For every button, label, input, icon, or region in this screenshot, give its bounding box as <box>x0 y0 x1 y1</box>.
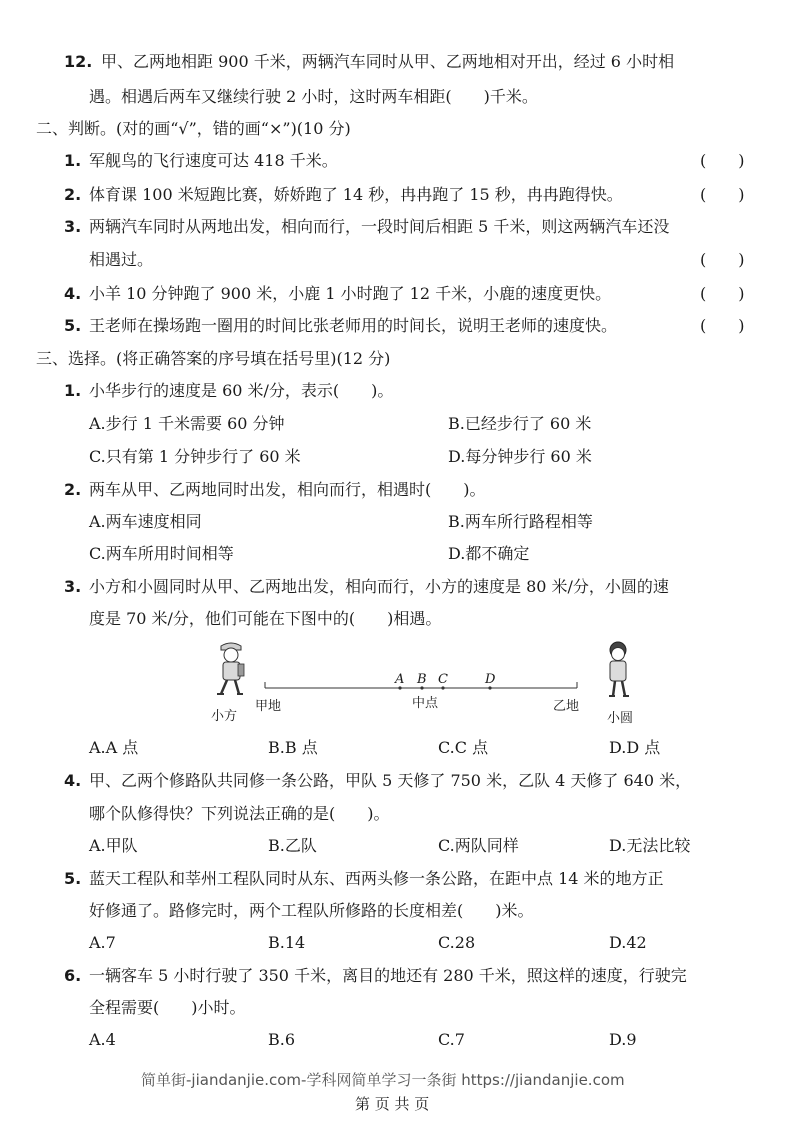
option-b[interactable]: B.6 <box>268 1030 296 1049</box>
question-text: 甲、乙两个修路队共同修一条公路，甲队 5 天修了 750 米，乙队 4 天修了 640 米， <box>89 771 692 790</box>
question-text: 两辆汽车同时从两地出发，相向而行，一段时间后相距 5 千米，则这两辆汽车还没 <box>89 217 670 236</box>
option-a[interactable]: A.步行 1 千米需要 60 分钟 <box>89 414 285 433</box>
answer-bracket[interactable]: ( ) <box>700 250 745 269</box>
option-d[interactable]: D.9 <box>609 1030 637 1049</box>
option-a[interactable]: A.4 <box>89 1030 116 1049</box>
question-text-cont: 遇。相遇后两车又继续行驶 2 小时，这时两车相距( )千米。 <box>89 87 538 106</box>
question-text: 军舰鸟的飞行速度可达 418 千米。 <box>89 151 338 170</box>
option-a[interactable]: A.甲队 <box>89 836 138 855</box>
option-c[interactable]: C.28 <box>438 933 476 952</box>
question-text: 蓝天工程队和莘州工程队同时从东、西两头修一条公路，在距中点 14 米的地方正 <box>89 869 664 888</box>
option-b[interactable]: B.已经步行了 60 米 <box>448 414 592 433</box>
question-number: 3. <box>64 577 82 596</box>
option-d[interactable]: D.每分钟步行 60 米 <box>448 447 592 466</box>
question-number: 12. <box>64 52 93 71</box>
meeting-point-diagram <box>205 640 645 730</box>
point-a-label: A <box>395 672 405 687</box>
option-b[interactable]: B.两车所行路程相等 <box>448 512 593 531</box>
option-b[interactable]: B.B 点 <box>268 738 318 757</box>
section-title: 二、判断。(对的画“√”，错的画“×”)(10 分) <box>36 119 351 138</box>
question-text-cont: 哪个队修得快？下列说法正确的是( )。 <box>89 804 390 823</box>
question-number: 1. <box>64 381 82 400</box>
question-number: 6. <box>64 966 82 985</box>
left-place-label: 甲地 <box>255 699 282 714</box>
answer-bracket[interactable]: ( ) <box>700 151 745 170</box>
option-a[interactable]: A.7 <box>89 933 116 952</box>
page-number: 第 页 共 页 <box>355 1095 430 1113</box>
option-d[interactable]: D.无法比较 <box>609 836 691 855</box>
question-text: 甲、乙两地相距 900 千米，两辆汽车同时从甲、乙两地相对开出，经过 6 小时相 <box>101 52 675 71</box>
left-person-figure <box>217 643 244 694</box>
question-text-cont: 好修通了。路修完时，两个工程队所修路的长度相差( )米。 <box>89 901 534 920</box>
right-person-figure <box>609 642 629 696</box>
option-c[interactable]: C.两队同样 <box>438 836 519 855</box>
option-c[interactable]: C.只有第 1 分钟步行了 60 米 <box>89 447 301 466</box>
question-number: 4. <box>64 284 82 303</box>
question-number: 3. <box>64 217 82 236</box>
question-number: 2. <box>64 480 82 499</box>
option-d[interactable]: D.42 <box>609 933 647 952</box>
right-place-label: 乙地 <box>553 699 580 714</box>
question-number: 1. <box>64 151 82 170</box>
question-text-cont: 相遇过。 <box>89 250 154 269</box>
option-c[interactable]: C.7 <box>438 1030 465 1049</box>
right-person-label: 小圆 <box>607 711 634 726</box>
answer-bracket[interactable]: ( ) <box>700 185 745 204</box>
question-text: 两车从甲、乙两地同时出发，相向而行，相遇时( )。 <box>89 480 486 499</box>
answer-bracket[interactable]: ( ) <box>700 284 745 303</box>
question-text: 小羊 10 分钟跑了 900 米，小鹿 1 小时跑了 12 千米，小鹿的速度更快。 <box>89 284 612 303</box>
question-text: 一辆客车 5 小时行驶了 350 千米，离目的地还有 280 千米，照这样的速度，行驶完 <box>89 966 687 985</box>
question-text: 小华步行的速度是 60 米/分，表示( )。 <box>89 381 394 400</box>
question-text: 王老师在操场跑一圈用的时间比张老师用的时间长，说明王老师的速度快。 <box>89 316 618 335</box>
midpoint-label: 中点 <box>412 696 439 711</box>
section-title: 三、选择。(将正确答案的序号填在括号里)(12 分) <box>36 349 391 368</box>
option-c[interactable]: C.两车所用时间相等 <box>89 544 234 563</box>
option-c[interactable]: C.C 点 <box>438 738 489 757</box>
question-number: 5. <box>64 869 82 888</box>
question-text-cont: 度是 70 米/分，他们可能在下图中的( )相遇。 <box>89 609 442 628</box>
point-d-label: D <box>485 672 496 687</box>
question-text: 小方和小圆同时从甲、乙两地出发，相向而行，小方的速度是 80 米/分，小圆的速 <box>89 577 669 596</box>
point-b-label: B <box>417 672 427 687</box>
left-person-label: 小方 <box>211 709 238 724</box>
option-b[interactable]: B.14 <box>268 933 306 952</box>
option-b[interactable]: B.乙队 <box>268 836 317 855</box>
footer-watermark: 简单街-jiandanjie.com-学科网简单学习一条街 https://jiandanjie.com <box>141 1071 625 1089</box>
option-a[interactable]: A.两车速度相同 <box>89 512 202 531</box>
option-d[interactable]: D.都不确定 <box>448 544 530 563</box>
option-a[interactable]: A.A 点 <box>89 738 139 757</box>
point-c-label: C <box>438 672 448 687</box>
question-text-cont: 全程需要( )小时。 <box>89 998 246 1017</box>
option-d[interactable]: D.D 点 <box>609 738 661 757</box>
diagram-svg <box>205 640 645 730</box>
question-text: 体育课 100 米短跑比赛，娇娇跑了 14 秒，冉冉跑了 15 秒，冉冉跑得快。 <box>89 185 623 204</box>
question-number: 5. <box>64 316 82 335</box>
answer-bracket[interactable]: ( ) <box>700 316 745 335</box>
question-number: 4. <box>64 771 82 790</box>
question-number: 2. <box>64 185 82 204</box>
